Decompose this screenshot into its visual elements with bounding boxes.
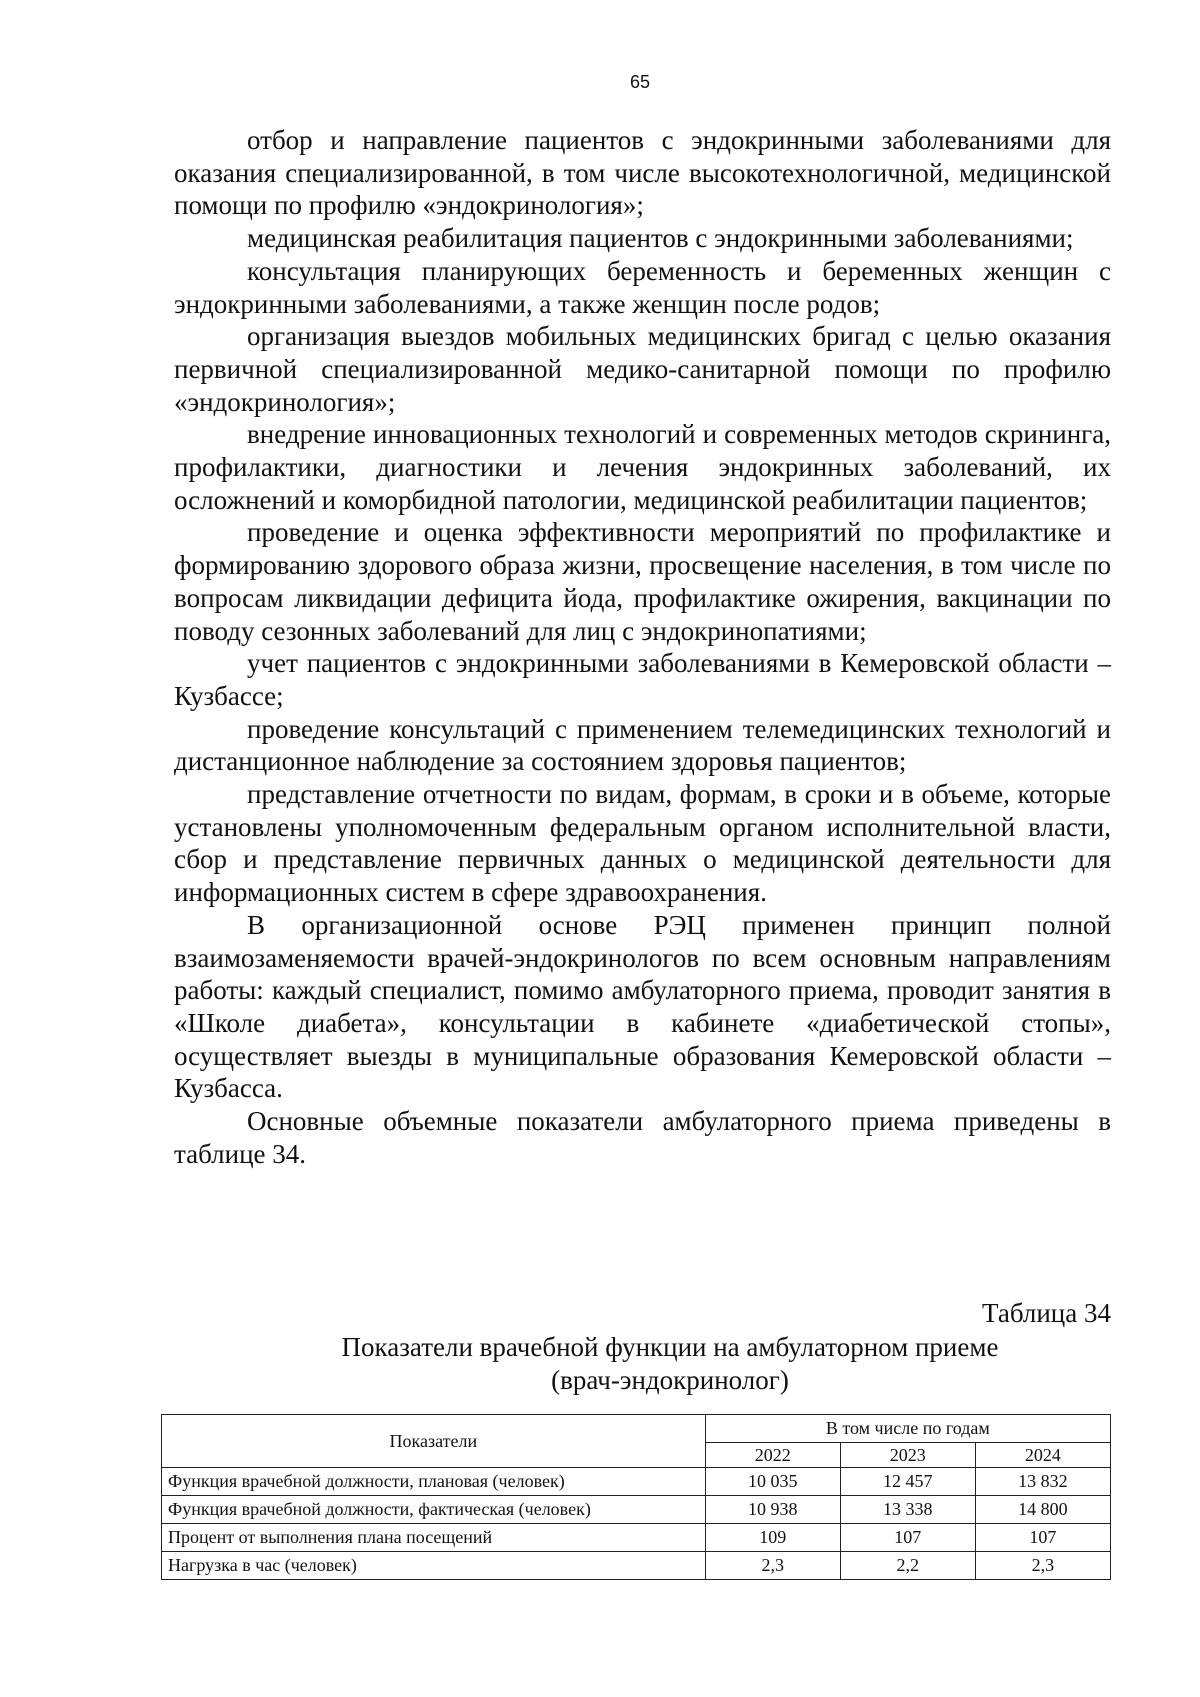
cell-value: 107	[840, 1524, 975, 1552]
cell-value: 107	[975, 1524, 1110, 1552]
paragraph: Основные объемные показатели амбулаторного приема приведены в таблице 34.	[174, 1106, 1111, 1169]
row-label: Процент от выполнения плана посещений	[162, 1524, 706, 1552]
paragraph: внедрение инновационных технологий и современных методов скрининга, профилактики, диагностики и лечения эндокринных заболеваний, их осложнений и коморбидной патологии, медицинской реабилитации пациентов;	[174, 419, 1111, 515]
paragraph: медицинская реабилитация пациентов с эндокринными заболеваниями;	[247, 223, 1074, 254]
paragraph: отбор и направление пациентов с эндокринными заболеваниями для оказания специализированной, в том числе высокотехнологичной, медицинской помощи по профилю «эндокринология»;	[174, 125, 1111, 221]
row-label: Нагрузка в час (человек)	[162, 1552, 706, 1580]
cell-value: 13 338	[840, 1496, 975, 1524]
cell-value: 10 938	[705, 1496, 840, 1524]
cell-value: 2,3	[705, 1552, 840, 1580]
table-row	[162, 1468, 1111, 1496]
header-indicators: Показатели	[162, 1415, 706, 1468]
paragraph: проведение и оценка эффективности мероприятий по профилактике и формированию здорового образа жизни, просвещение населения, в том числе по вопросам ликвидации дефицита йода, профилактике ожирения, вакцинации по поводу сезонных заболеваний для лиц с эндокринопатиями;	[174, 517, 1111, 646]
header-year: 2023	[840, 1443, 975, 1468]
table-row	[162, 1552, 1111, 1580]
paragraph: учет пациентов с эндокринными заболеваниями в Кемеровской области – Кузбассе;	[174, 648, 1111, 711]
body-text	[174, 124, 1111, 1171]
paragraph: проведение консультаций с применением телемедицинских технологий и дистанционное наблюдение за состоянием здоровья пациентов;	[174, 713, 1111, 777]
header-year: 2022	[705, 1443, 840, 1468]
paragraph: организация выездов мобильных медицинских бригад с целью оказания первичной специализированной медико-санитарной помощи по профилю «эндокринология»;	[174, 321, 1111, 417]
table-title	[280, 1331, 1060, 1396]
paragraph: В организационной основе РЭЦ применен принцип полной взаимозаменяемости врачей-эндокринологов по всем основным направлениям работы: каждый специалист, помимо амбулаторного приема, проводит занятия в «Школе диабета», консультации в кабинете «диабетической стопы», осуществляет выезды в муниципальные образования Кемеровской области – Кузбасса.	[174, 909, 1111, 1104]
table-header-row	[162, 1415, 1111, 1443]
header-years: В том числе по годам	[705, 1415, 1110, 1443]
table-title-line: Показатели врачебной функции на амбулаторном приеме	[341, 1332, 999, 1362]
cell-value: 2,2	[840, 1552, 975, 1580]
row-label: Функция врачебной должности, плановая (человек)	[162, 1468, 706, 1496]
table-number: Таблица 34	[982, 1298, 1111, 1328]
table-row	[162, 1524, 1111, 1552]
cell-value: 109	[705, 1524, 840, 1552]
cell-value: 2,3	[975, 1552, 1110, 1580]
cell-value: 10 035	[705, 1468, 840, 1496]
table-row	[162, 1496, 1111, 1524]
header-year: 2024	[975, 1443, 1110, 1468]
cell-value: 14 800	[975, 1496, 1110, 1524]
indicators-table	[161, 1414, 1111, 1580]
cell-value: 12 457	[840, 1468, 975, 1496]
cell-value: 13 832	[975, 1468, 1110, 1496]
paragraph: консультация планирующих беременность и беременных женщин с эндокринными заболеваниями, а также женщин после родов;	[174, 255, 1111, 319]
row-label: Функция врачебной должности, фактическая (человек)	[162, 1496, 706, 1524]
paragraph: представление отчетности по видам, формам, в сроки и в объеме, которые установлены уполномоченным федеральным органом исполнительной власти, сбор и представление первичных данных о медицинской деятельности для информационных систем в сфере здравоохранения.	[174, 779, 1111, 908]
table-title-line: (врач-эндокринолог)	[551, 1364, 789, 1395]
page-number: 65	[629, 72, 651, 92]
